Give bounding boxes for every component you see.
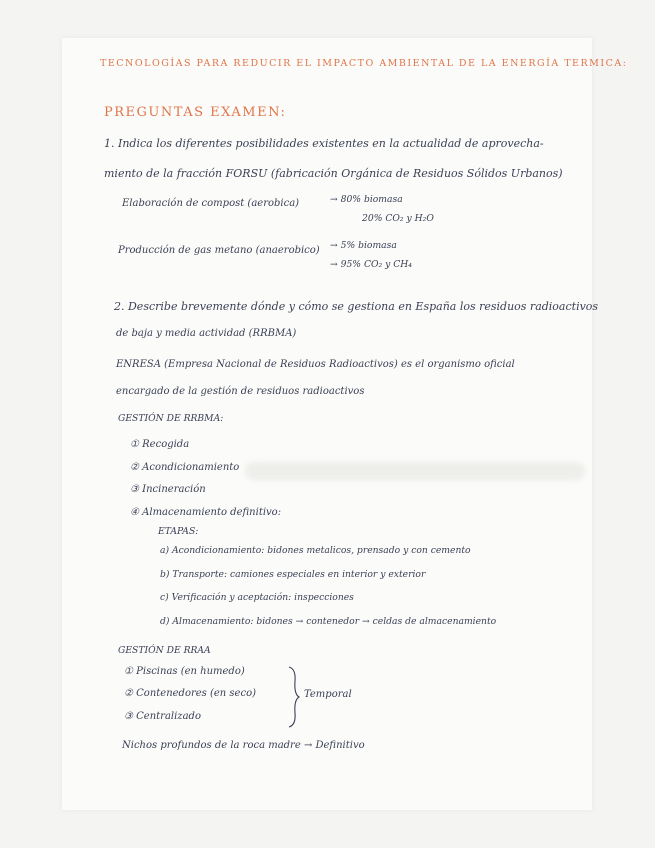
rraa-item-3: ③ Centralizado bbox=[124, 711, 201, 722]
question-2-line-4: encargado de la gestión de residuos radioactivos bbox=[116, 386, 365, 397]
etapas-label: ETAPAS: bbox=[158, 526, 199, 537]
compost-output-1: → 80% biomasa bbox=[330, 194, 403, 205]
rraa-item-2: ② Contenedores (en seco) bbox=[124, 688, 256, 699]
compost-output-2: 20% CO₂ y H₂O bbox=[362, 213, 434, 224]
rrbma-item-2: ② Acondicionamiento bbox=[130, 462, 240, 473]
grouping-brace-icon bbox=[287, 665, 301, 729]
rrbma-item-1: ① Recogida bbox=[130, 439, 190, 450]
gestion-rraa-heading: GESTIÓN DE RRAA bbox=[118, 645, 211, 656]
metano-output-1: → 5% biomasa bbox=[330, 240, 397, 251]
section-heading: PREGUNTAS EXAMEN: bbox=[104, 105, 287, 120]
etapa-a: a) Acondicionamiento: bidones metalicos, prensado y con cemento bbox=[160, 545, 471, 556]
page-title: TECNOLOGÍAS PARA REDUCIR EL IMPACTO AMBIENTAL DE LA ENERGÍA TERMICA: bbox=[100, 58, 628, 69]
final-line: Nichos profundos de la roca madre → Definitivo bbox=[122, 740, 365, 751]
question-2-line-3: ENRESA (Empresa Nacional de Residuos Radioactivos) es el organismo oficial bbox=[116, 359, 515, 370]
metano-label: Producción de gas metano (anaerobico) bbox=[118, 245, 320, 256]
paper-smudge bbox=[245, 462, 585, 480]
rraa-item-1: ① Piscinas (en humedo) bbox=[124, 666, 245, 677]
question-1-line-1: 1. Indica los diferentes posibilidades existentes en la actualidad de aprovecha- bbox=[104, 137, 544, 150]
question-2-line-2: de baja y media actividad (RRBMA) bbox=[116, 328, 297, 339]
question-1-line-2: miento de la fracción FORSU (fabricación Orgánica de Residuos Sólidos Urbanos) bbox=[104, 167, 563, 180]
question-2-line-1: 2. Describe brevemente dónde y cómo se gestiona en España los residuos radioactivos bbox=[114, 300, 599, 313]
rrbma-item-4: ④ Almacenamiento definitivo: bbox=[130, 507, 282, 518]
etapa-c: c) Verificación y aceptación: inspecciones bbox=[160, 592, 354, 603]
etapa-d: d) Almacenamiento: bidones → contenedor → celdas de almacenamiento bbox=[160, 616, 497, 627]
rrbma-item-3: ③ Incineración bbox=[130, 484, 206, 495]
compost-label: Elaboración de compost (aerobica) bbox=[122, 198, 300, 209]
temporal-label: Temporal bbox=[304, 689, 352, 700]
gestion-rrbma-heading: GESTIÓN DE RRBMA: bbox=[118, 413, 224, 424]
etapa-b: b) Transporte: camiones especiales en interior y exterior bbox=[160, 569, 426, 580]
metano-output-2: → 95% CO₂ y CH₄ bbox=[330, 259, 412, 270]
